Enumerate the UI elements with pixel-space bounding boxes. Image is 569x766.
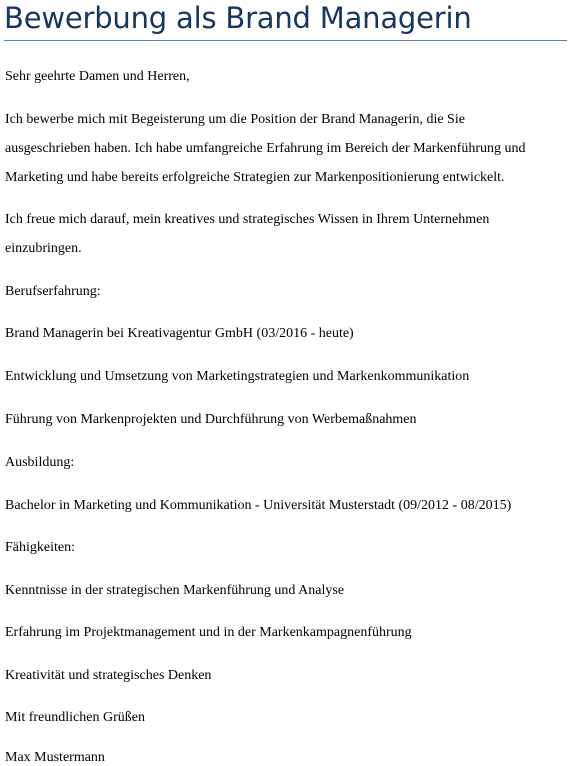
document-title: Bewerbung als Brand Managerin <box>4 1 472 35</box>
salutation: Sehr geehrte Damen und Herren, <box>5 69 190 84</box>
signature: Max Mustermann <box>5 750 105 765</box>
motivation-line-1: Ich freue mich darauf, mein kreatives und strategisches Wissen in Ihrem Unternehmen <box>5 212 490 227</box>
intro-line-3: Marketing und habe bereits erfolgreiche Strategien zur Markenpositionierung entwickelt. <box>5 170 505 185</box>
skills-heading: Fähigkeiten: <box>5 540 75 555</box>
closing: Mit freundlichen Grüßen <box>5 710 145 725</box>
experience-item: Brand Managerin bei Kreativagentur GmbH (03/2016 - heute) <box>5 326 354 341</box>
education-heading: Ausbildung: <box>5 455 75 470</box>
experience-heading: Berufserfahrung: <box>5 284 101 299</box>
education-item: Bachelor in Marketing und Kommunikation - Universität Musterstadt (09/2012 - 08/2015) <box>5 498 512 513</box>
experience-item: Führung von Markenprojekten und Durchführung von Werbemaßnahmen <box>5 412 417 427</box>
intro-line-2: ausgeschrieben haben. Ich habe umfangreiche Erfahrung im Bereich der Markenführung und <box>5 141 526 156</box>
title-divider <box>4 40 567 41</box>
motivation-line-2: einzubringen. <box>5 241 82 256</box>
skills-item: Kreativität und strategisches Denken <box>5 668 212 683</box>
skills-item: Kenntnisse in der strategischen Markenführung und Analyse <box>5 583 345 598</box>
skills-item: Erfahrung im Projektmanagement und in der Markenkampagnenführung <box>5 625 412 640</box>
experience-item: Entwicklung und Umsetzung von Marketingstrategien und Markenkommunikation <box>5 369 470 384</box>
intro-line-1: Ich bewerbe mich mit Begeisterung um die Position der Brand Managerin, die Sie <box>5 112 465 127</box>
